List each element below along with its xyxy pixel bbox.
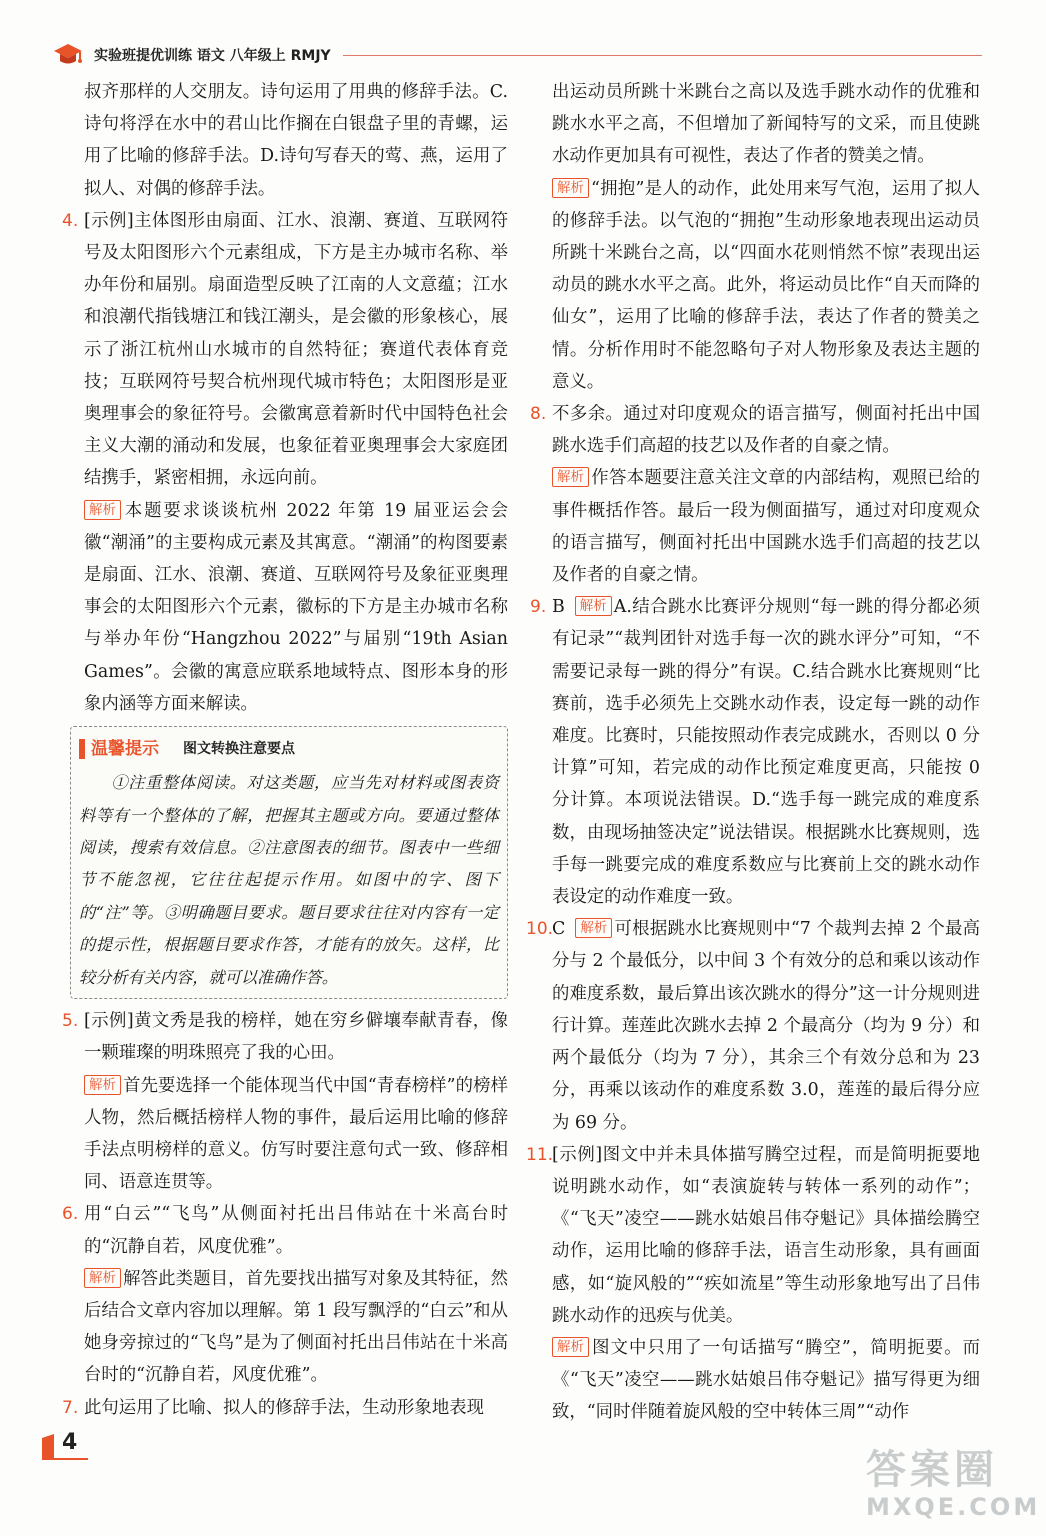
graduation-cap-icon	[52, 40, 84, 70]
tip-subtitle: 图文转换注意要点	[183, 741, 295, 758]
question-4	[62, 205, 508, 495]
tip-body: ①注重整体阅读。对这类题，应当先对材料或图表资料等有一个整体的了解，把握其主题或方向。要通过整体阅读，搜索有效信息。②注意图表的细节。图表中一些细节不能忽视，它往往起提示作用。如图中的字、图下的“注”等。③明确题目要求。题目要求往往对内容有一定的提示性，根据题目要求作答，才能有的放矢。这样，比较分析有关内容，就可以准确作答。	[79, 773, 499, 987]
question-9	[530, 591, 980, 913]
question-number: 5.	[62, 1011, 79, 1032]
analysis-text: “拥抱”是人的动作，此处用来写气泡，运用了拟人的修辞手法。以气泡的“拥抱”生动形象地表现出运动员所跳十米跳台之高，以“四面水花则悄然不惊”表现出运动员的跳水水平之高。此外，将运动员比作“自天而降的仙女”，运用了比喻的修辞手法，表达了作者的赞美之情。分析作用时不能忽略句子对人物形象及表达主题的意义。	[552, 178, 980, 392]
analysis-text: 可根据跳水比赛规则中“7 个裁判去掉 2 个最高分与 2 个最低分，以中间 3 个有效分的总和乘以该动作的难度系数，最后算出该次跳水的得分”这一计分规则进行计算。莲莲此次跳水去掉 2 个最高分（均为 9 分）和两个最低分（均为 7 分），其余三个有效分总和为 23 分，再乘以该动作的难度系数 3.0，莲莲的最后得分应为 69 分。	[552, 919, 980, 1133]
question-5-analysis	[62, 1070, 508, 1199]
example-tag: [示例]	[552, 1144, 603, 1165]
q7-continuation: 出运动员所跳十米跳台之高以及选手跳水动作的优雅和跳水水平之高，不但增加了新闻特写的文采，而且使跳水动作更加具有可视性，表达了作者的赞美之情。	[552, 82, 980, 167]
q3-continuation: 叔齐那样的人交朋友。诗句运用了用典的修辞手法。C.诗句将浮在水中的君山比作搁在白银盘子里的青螺，运用了比喻的修辞手法。D.诗句写春天的莺、燕，运用了拟人、对偶的修辞手法。	[84, 82, 508, 199]
answer-letter: B	[552, 597, 565, 618]
question-11	[526, 1139, 980, 1332]
watermark-bottom: MXQE.COM	[866, 1493, 1041, 1521]
question-5	[62, 1005, 508, 1069]
question-4-analysis	[62, 495, 508, 720]
header-divider	[343, 55, 982, 56]
tip-label: 温馨提示	[91, 739, 159, 760]
question-6	[62, 1198, 508, 1262]
analysis-tag: 解析	[552, 467, 589, 487]
question-number: 10.	[526, 919, 554, 940]
question-8	[530, 398, 980, 462]
analysis-tag: 解析	[552, 178, 589, 198]
analysis-text: 解答此类题目，首先要找出描写对象及其特征，然后结合文章内容加以理解。第 1 段写飘浮的“白云”和从她身旁掠过的“飞鸟”是为了侧面衬托出吕伟站在十米高台时的“沉静自若，风度优雅”。	[84, 1268, 508, 1386]
analysis-tag: 解析	[84, 500, 121, 520]
question-number: 8.	[530, 404, 547, 425]
question-8-analysis	[530, 462, 980, 591]
analysis-tag: 解析	[575, 596, 612, 616]
question-7-analysis	[530, 173, 980, 398]
page-number-badge	[40, 1432, 90, 1462]
answer-text: 此句运用了比喻、拟人的修辞手法，生动形象地表现	[84, 1397, 484, 1418]
example-tag: [示例]	[84, 1011, 134, 1032]
question-7	[62, 1392, 508, 1424]
answer-text: 用“白云”“飞鸟”从侧面衬托出吕伟站在十米高台时的“沉静自若，风度优雅”。	[84, 1204, 508, 1257]
question-number: 4.	[62, 210, 79, 231]
site-watermark	[866, 1447, 1041, 1528]
example-tag: [示例]	[84, 210, 134, 231]
answer-text: 图文中并未具体描写腾空过程，而是简明扼要地说明跳水动作，如“表演旋转与转体一系列的动作”；《“飞天”凌空——跳水姑娘吕伟夺魁记》具体描绘腾空动作，运用比喻的修辞手法，语言生动形象，具有画面感，如“旋风般的”“疾如流星”等生动形象地写出了吕伟跳水动作的迅疾与优美。	[552, 1144, 980, 1326]
analysis-tag: 解析	[575, 918, 612, 938]
analysis-text: 本题要求谈谈杭州 2022 年第 19 届亚运会会徽“潮涌”的主要构成元素及其寓意。“潮涌”的构图要素是扇面、江水、浪潮、赛道、互联网符号及象征亚奥理事会的太阳图形六个元素，徽标的下方是主办城市名称与举办年份“Hangzhou 2022”与届别“19th Asian Games”。会徽的寓意应联系地域特点、图形本身的形象内涵等方面来解读。	[84, 500, 508, 714]
analysis-tag: 解析	[84, 1075, 121, 1095]
analysis-text: 图文中只用了一句话描写“腾空”，简明扼要。而《“飞天”凌空——跳水姑娘吕伟夺魁记》描写得更为细致，“同时伴随着旋风般的空中转体三周”“动作	[552, 1337, 980, 1423]
question-number: 7.	[62, 1397, 79, 1418]
book-title: 实验班提优训练 语文 八年级上 RMJY	[94, 48, 331, 64]
tip-box	[70, 726, 508, 999]
tip-marker	[79, 739, 85, 759]
tip-header	[79, 733, 499, 765]
answer-letter: C	[552, 919, 566, 940]
question-number: 11.	[526, 1144, 554, 1165]
analysis-tag: 解析	[84, 1268, 121, 1288]
watermark-top: 答案圈	[866, 1447, 998, 1493]
question-number: 6.	[62, 1204, 79, 1225]
page-header	[52, 40, 982, 70]
question-number: 9.	[530, 597, 547, 618]
right-column	[526, 76, 980, 1448]
analysis-text: A.结合跳水比赛评分规则“每一跳的得分都必须有记录”“裁判团针对选手每一次的跳水评分”可知，“不需要记录每一跳的得分”有误。C.结合跳水比赛规则“比赛前，选手必须先上交跳水动作表，设定每一跳的动作难度。比赛时，只能按照动作表完成跳水，否则以 0 分计算”可知，若完成的动作比预定难度更高，只能按 0 分计算。本项说法错误。D.“选手每一跳完成的难度系数，由现场抽签决定”说法错误。根据跳水比赛规则，选手每一跳要完成的难度系数应与比赛前上交的跳水动作表设定的动作难度一致。	[552, 597, 980, 908]
question-6-analysis	[62, 1263, 508, 1392]
analysis-tag: 解析	[552, 1337, 589, 1357]
page-number: 4	[62, 1430, 78, 1455]
left-column	[62, 76, 508, 1448]
question-11-analysis	[530, 1332, 980, 1429]
analysis-text: 作答本题要注意关注文章的内部结构，观照已给的事件概括作答。最后一段为侧面描写，通过对印度观众的语言描写，侧面衬托出中国跳水选手们高超的技艺以及作者的自豪之情。	[552, 468, 980, 586]
answer-text: 主体图形由扇面、江水、浪潮、赛道、互联网符号及太阳图形六个元素组成，下方是主办城市名称、举办年份和届别。扇面造型反映了江南的人文意蕴；江水和浪潮代指钱塘江和钱江潮头，是会徽的形象核心，展示了浙江杭州山水城市的自然特征；赛道代表体育竞技；互联网符号契合杭州现代城市特色；太阳图形是亚奥理事会的象征符号。会徽寓意着新时代中国特色社会主义大潮的涌动和发展，也象征着亚奥理事会大家庭团结携手，紧密相拥，永远向前。	[84, 210, 508, 489]
answer-text: 不多余。通过对印度观众的语言描写，侧面衬托出中国跳水选手们高超的技艺以及作者的自豪之情。	[552, 404, 980, 457]
answer-text: 黄文秀是我的榜样，她在穷乡僻壤奉献青春，像一颗璀璨的明珠照亮了我的心田。	[84, 1011, 508, 1064]
analysis-text: 首先要选择一个能体现当代中国“青春榜样”的榜样人物，然后概括榜样人物的事件，最后运用比喻的修辞手法点明榜样的意义。仿写时要注意句式一致、修辞相同、语意连贯等。	[84, 1075, 508, 1193]
question-10	[526, 913, 980, 1138]
